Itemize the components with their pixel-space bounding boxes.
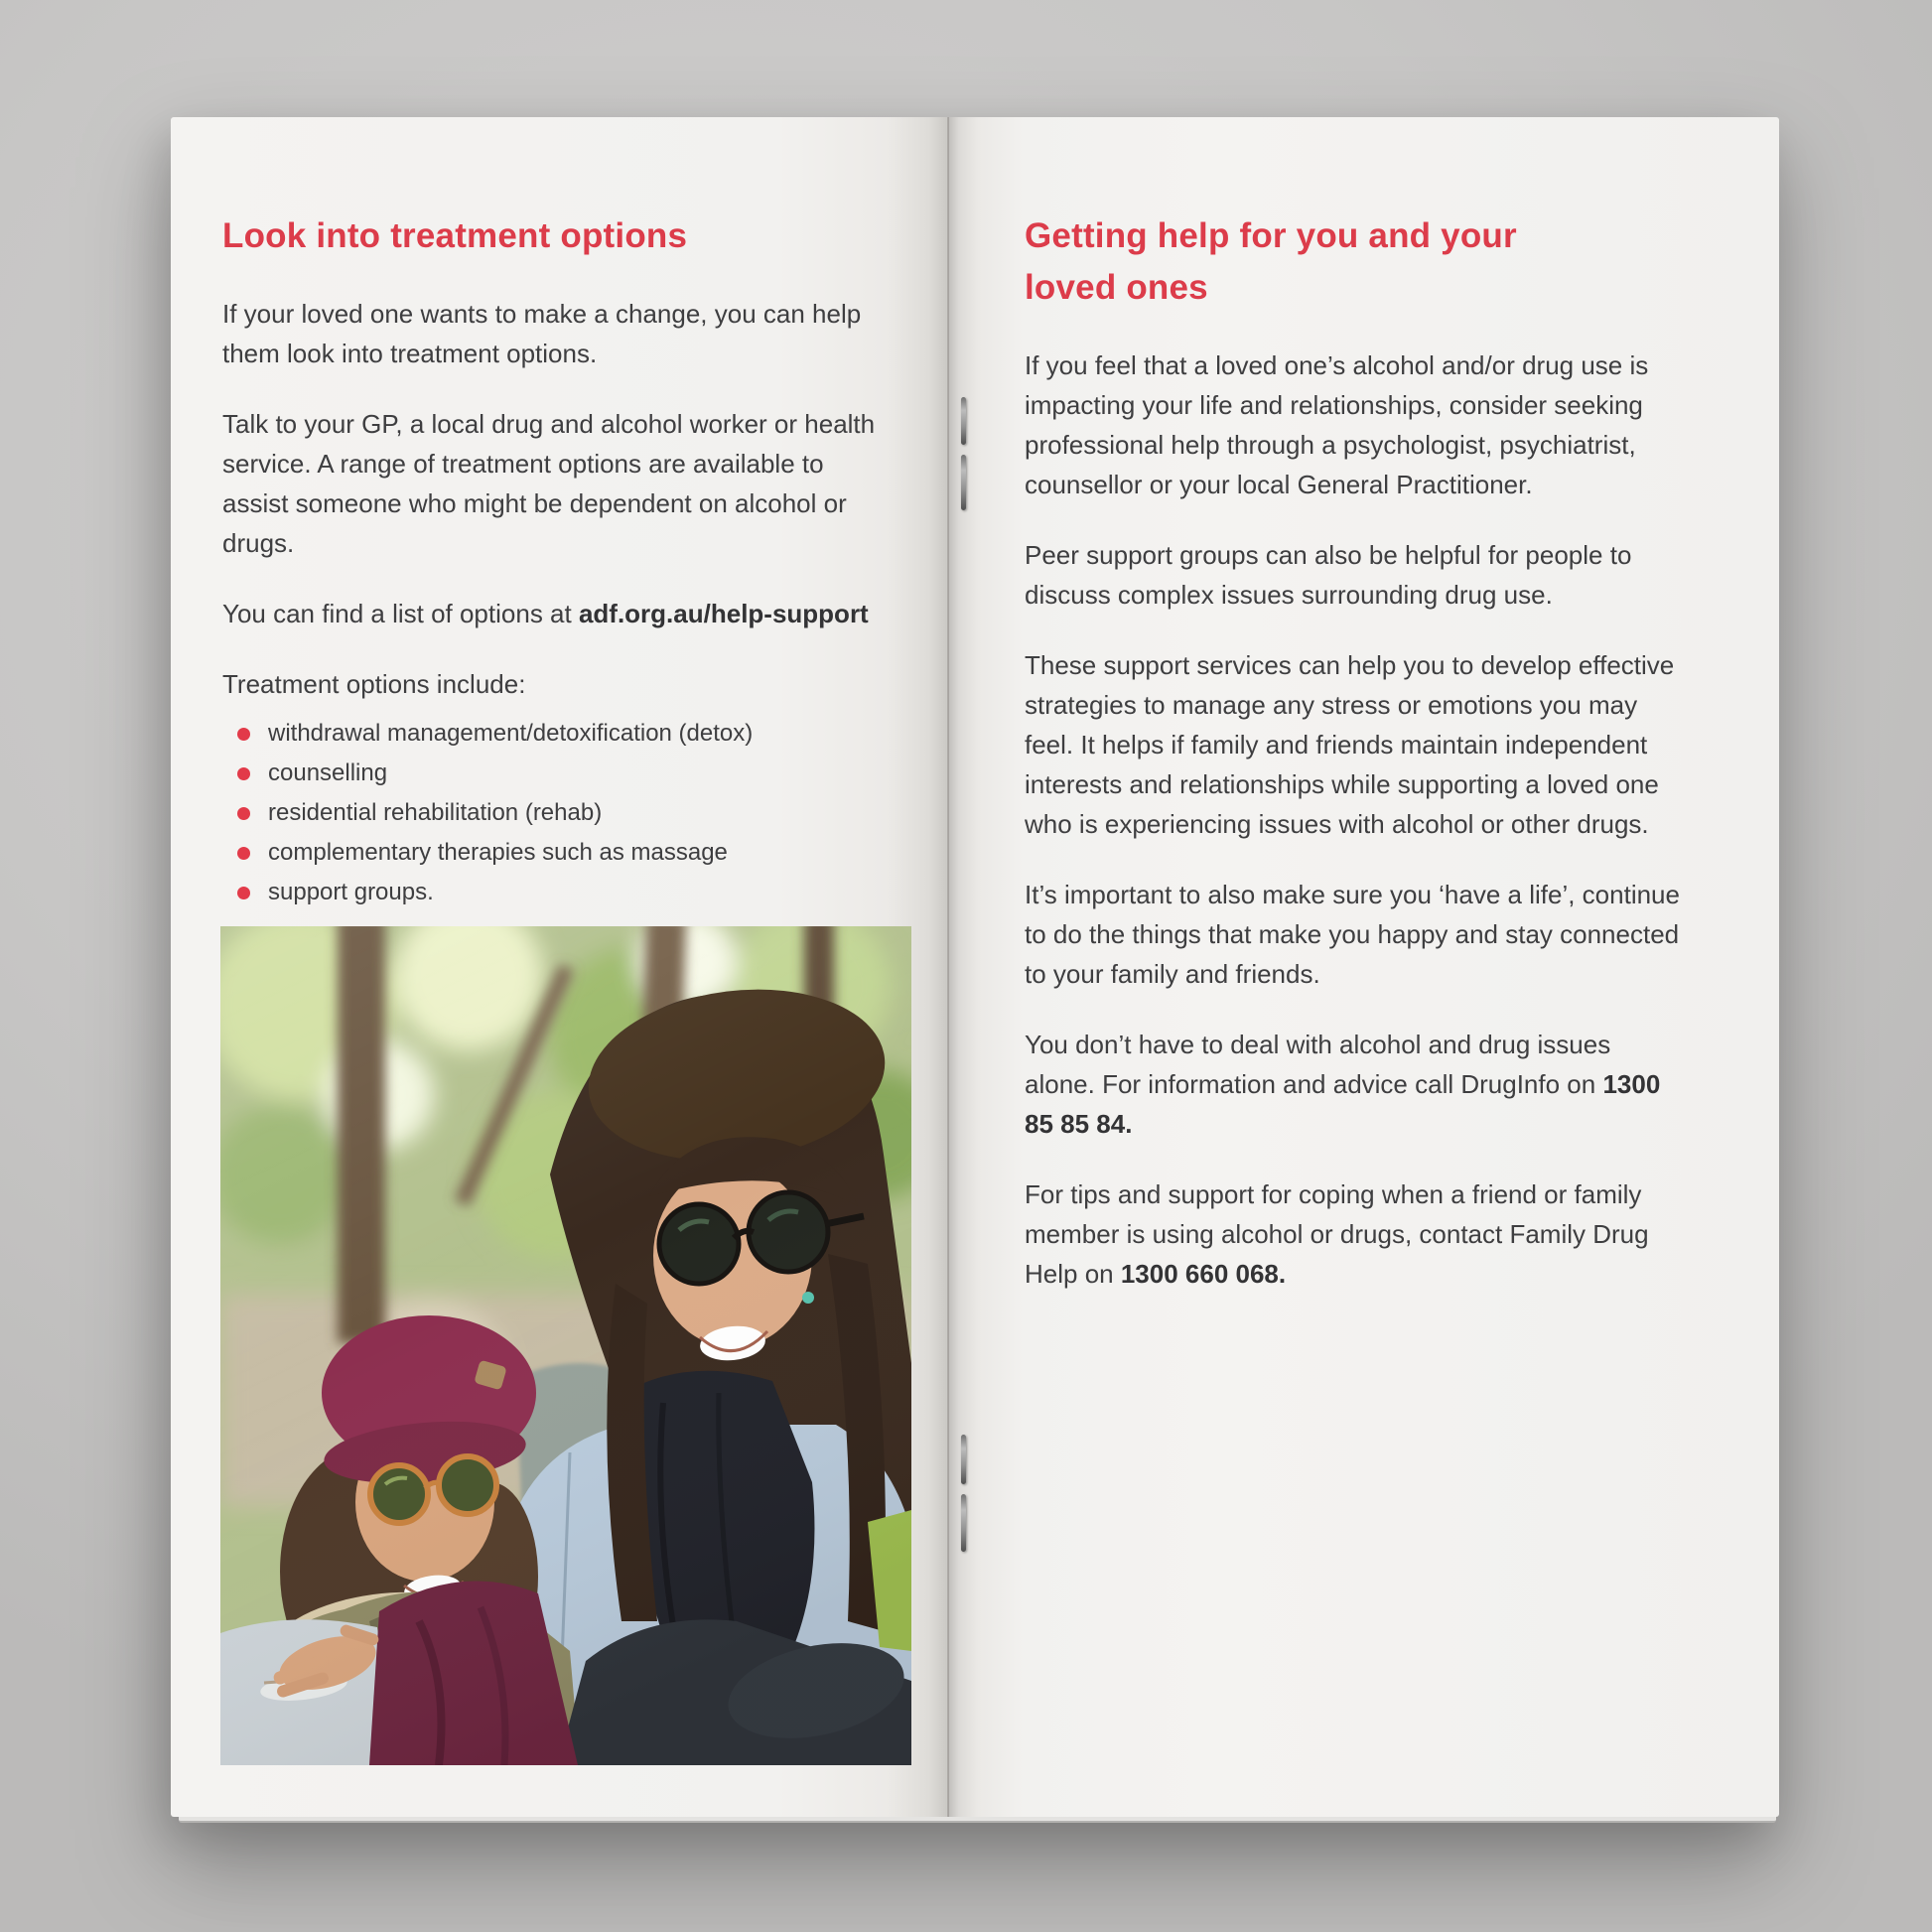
right-paragraph-2: Peer support groups can also be helpful for people to discuss complex issues surrounding drug use. bbox=[1025, 540, 1632, 610]
druginfo-line bbox=[1025, 1025, 1680, 1144]
right-page-heading bbox=[1025, 210, 1680, 314]
photo-two-friends bbox=[220, 926, 911, 1765]
page-left bbox=[171, 117, 948, 1817]
list-item: residential rehabilitation (rehab) bbox=[222, 793, 878, 833]
druginfo-phone: 1300 85 85 84. bbox=[1025, 1069, 1661, 1139]
staple-bottom bbox=[961, 1435, 966, 1562]
page-right bbox=[948, 117, 1779, 1817]
staple-leg bbox=[961, 397, 966, 445]
druginfo-prefix: You don’t have to deal with alcohol and drug issues alone. For information and advice call DrugInfo on bbox=[1025, 1030, 1611, 1099]
list-item: support groups. bbox=[222, 873, 878, 912]
left-page-heading: Look into treatment options bbox=[222, 216, 688, 255]
brochure-spread bbox=[171, 117, 1779, 1817]
find-options-prefix: You can find a list of options at bbox=[222, 599, 579, 628]
treatment-options-intro: Treatment options include: bbox=[222, 669, 526, 699]
family-drug-help-line bbox=[1025, 1174, 1680, 1294]
staple-leg bbox=[961, 1494, 966, 1552]
help-support-url: adf.org.au/help-support bbox=[578, 599, 869, 628]
list-item: counselling bbox=[222, 754, 878, 793]
right-heading-line2: loved ones bbox=[1025, 268, 1208, 307]
left-paragraph-1: If your loved one wants to make a change, you can help them look into treatment options. bbox=[222, 299, 862, 368]
staple-leg bbox=[961, 455, 966, 510]
right-paragraph-4: It’s important to also make sure you ‘have a life’, continue to do the things that make you happy and stay connected to your family and friends. bbox=[1025, 880, 1680, 989]
right-paragraph-1: If you feel that a loved one’s alcohol and/or drug use is impacting your life and relationships, consider seeking professional help through a psychologist, psychiatrist, counsellor or your local General Practitioner. bbox=[1025, 350, 1649, 499]
page-left-content bbox=[222, 210, 878, 912]
staple-top bbox=[961, 397, 966, 520]
list-item: withdrawal management/detoxification (detox) bbox=[222, 714, 878, 754]
left-paragraph-2: Talk to your GP, a local drug and alcohol worker or health service. A range of treatment options are available to assist someone who might be dependent on alcohol or drugs. bbox=[222, 409, 876, 558]
right-heading-line1: Getting help for you and your bbox=[1025, 216, 1517, 255]
list-item: complementary therapies such as massage bbox=[222, 833, 878, 873]
spine-fold bbox=[947, 117, 949, 1817]
family-drug-help-phone: 1300 660 068. bbox=[1120, 1259, 1287, 1289]
page-right-content bbox=[1025, 210, 1680, 1324]
family-drug-help-prefix: For tips and support for coping when a friend or family member is using alcohol or drugs, contact Family Drug Help on bbox=[1025, 1179, 1649, 1289]
photo-illustration bbox=[220, 926, 911, 1765]
treatment-options-list bbox=[222, 714, 878, 912]
staple-leg bbox=[961, 1435, 966, 1484]
find-options-line bbox=[222, 594, 878, 633]
right-paragraph-3: These support services can help you to develop effective strategies to manage any stress or emotions you may feel. It helps if family and friends maintain independent interests and relationships while supporting a loved one who is experiencing issues with alcohol or other drugs. bbox=[1025, 650, 1675, 839]
